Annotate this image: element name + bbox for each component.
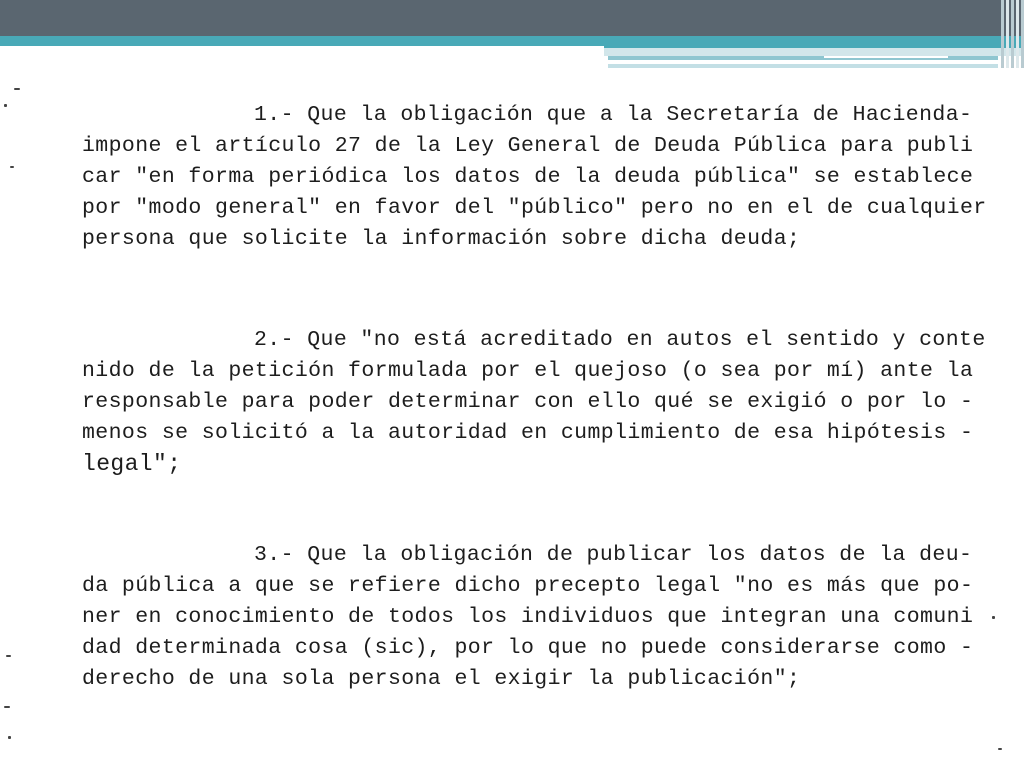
paragraph-1 — [82, 100, 1002, 255]
header-divider — [0, 46, 604, 58]
scan-speck — [4, 706, 10, 708]
scan-speck — [10, 166, 14, 168]
scan-speck — [998, 748, 1002, 750]
document-line: 2.- Que "no está acreditado en autos el sentido y conte — [254, 328, 986, 352]
header-accent-line — [824, 56, 948, 58]
paragraph-3 — [82, 540, 1002, 695]
scan-speck — [4, 104, 7, 107]
scanned-document — [82, 100, 1002, 695]
header-accent-line — [608, 64, 998, 68]
document-line: responsable para poder determinar con ello qué se exigió o por lo - — [82, 390, 974, 414]
document-line: nido de la petición formulada por el quejoso (o sea por mí) ante la — [82, 359, 974, 383]
scan-speck — [6, 655, 11, 657]
document-line: impone el artículo 27 de la Ley General de Deuda Pública para publi — [82, 134, 974, 158]
document-line: menos se solicitó a la autoridad en cumplimiento de esa hipótesis - — [82, 421, 974, 445]
document-line: por "modo general" en favor del "público" pero no en el de cualquier — [82, 196, 987, 220]
paragraph-2 — [82, 325, 1002, 480]
document-line: 3.- Que la obligación de publicar los datos de la deu- — [254, 543, 973, 567]
scan-speck — [14, 88, 20, 90]
header-bar — [0, 0, 1024, 36]
document-line: derecho de una sola persona el exigir la publicación"; — [82, 667, 801, 691]
scan-speck — [8, 736, 11, 739]
document-line: dad determinada cosa (sic), por lo que no puede considerarse como - — [82, 636, 974, 660]
corner-decoration — [992, 0, 1024, 68]
document-line: 1.- Que la obligación que a la Secretaría de Hacienda- — [254, 103, 973, 127]
document-line: ner en conocimiento de todos los individuos que integran una comuni — [82, 605, 974, 629]
document-line: car "en forma periódica los datos de la deuda pública" se establece — [82, 165, 974, 189]
document-line: legal"; — [82, 451, 182, 477]
document-line: da pública a que se refiere dicho precepto legal "no es más que po- — [82, 574, 974, 598]
document-line: persona que solicite la información sobre dicha deuda; — [82, 227, 801, 251]
